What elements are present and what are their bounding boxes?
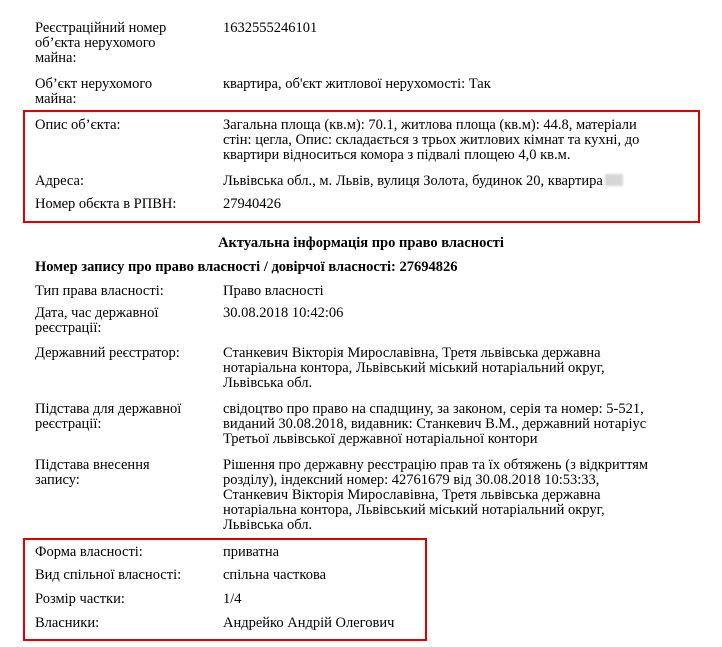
ownership-form-label: Форма власності: [35,544,143,560]
description-value: Загальна площа (кв.м): 70.1, житлова площа (кв.м): 44.8, матеріали стін: цегла, Опис: складається з трьох житлових кімнат та кухні, до квартири відноситься комора з підвалі площею 4,0 кв.м. [223,117,640,163]
share-label: Розмір частки: [35,591,125,607]
owners-label: Власники: [35,615,100,631]
reg-number-value: 1632555246101 [223,20,318,36]
joint-type-value: спільна часткова [223,567,327,583]
object-label: Об’єкт нерухомого майна: [35,76,153,107]
section-title: Актуальна інформація про право власності [218,235,504,251]
share-value: 1/4 [223,591,242,607]
reg-basis-label: Підстава для державної реєстрації: [35,401,182,432]
description-label: Опис об’єкта: [35,117,121,133]
reg-date-value: 30.08.2018 10:42:06 [223,305,344,321]
address-label: Адреса: [35,173,84,189]
right-type-label: Тип права власності: [35,283,164,299]
object-value: квартира, об'єкт житлової нерухомості: Так [223,76,491,92]
address-cell [223,174,693,189]
rpvn-label: Номер обєкта в РПВН: [35,196,177,212]
ownership-form-value: приватна [223,544,280,560]
rpvn-value: 27940426 [223,196,281,212]
registrar-label: Державний реєстратор: [35,345,180,361]
entry-basis-label: Підстава внесення запису: [35,457,150,488]
registrar-value: Станкевич Вікторія Мирославівна, Третя львівська державна нотаріальна контора, Львівський міський нотаріальний округ, Львівська обл. [223,345,605,391]
reg-basis-value: свідоцтво про право на спадщину, за законом, серія та номер: 5-521, виданий 30.08.2018, видавник: Станкевич В.М., державний нотаріус Третьої львівської державної нотаріальної контори [223,401,647,447]
redacted-apartment-number [605,174,623,186]
reg-date-label: Дата, час державної реєстрації: [35,305,159,336]
record-title: Номер запису про право власності / довірчої власності: 27694826 [35,259,458,275]
reg-number-label: Реєстраційний номер об’єкта нерухомого майна: [35,20,167,66]
address-value: Львівська обл., м. Львів, вулиця Золота, будинок 20, квартира [223,173,603,189]
entry-basis-value: Рішення про державну реєстрацію прав та їх обтяжень (з відкриттям розділу), індексний номер: 42761679 від 30.08.2018 10:53:33, Станкевич Вікторія Мирославівна, Третя львівська державна нотаріальна контора, Львівський міський нотаріальний округ, Львівська обл. [223,457,649,533]
owners-value: Андрейко Андрій Олегович [223,615,395,631]
joint-type-label: Вид спільної власності: [35,567,182,583]
right-type-value: Право власності [223,283,324,299]
